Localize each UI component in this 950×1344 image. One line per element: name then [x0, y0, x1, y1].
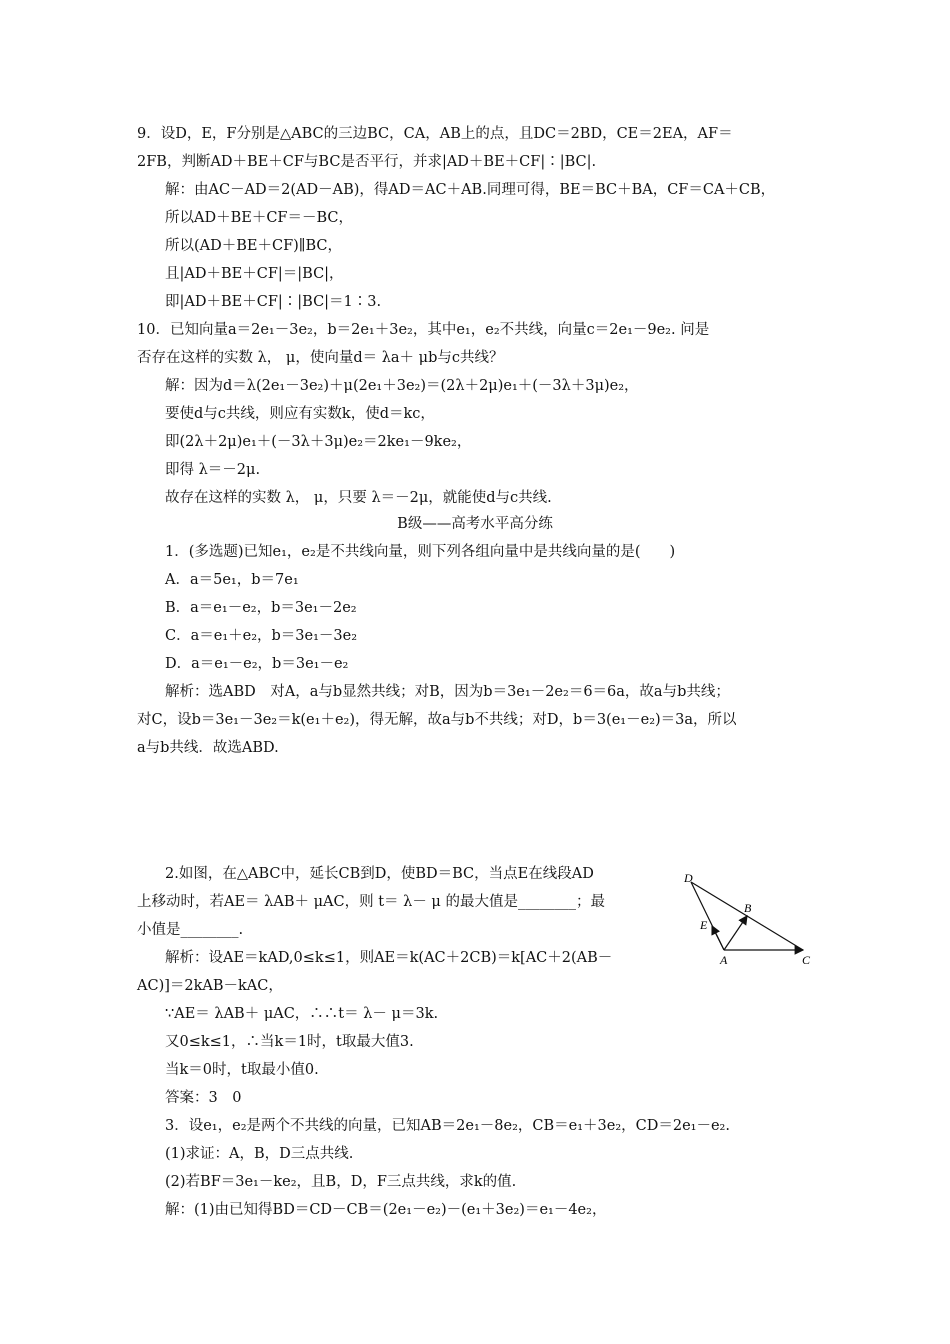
answer-b2: 答案：3 0 — [165, 1090, 242, 1106]
option-a: A．a＝5e₁，b＝7e₁ — [165, 572, 299, 588]
section-heading-b: B级——高考水平高分练 — [397, 516, 553, 532]
problem-b3-part-2: (2)若BF＝3e₁－ke₂，且B，D，F三点共线，求k的值. — [165, 1174, 517, 1190]
solution-b3-line-1: 解：(1)由已知得BD＝CD－CB＝(2e₁－e₂)－(e₁＋3e₂)＝e₁－4e₂， — [165, 1202, 607, 1218]
analysis-b1-line-3: a与b共线．故选ABD. — [137, 740, 279, 756]
vector-ae — [712, 926, 724, 950]
solution-10-line-5: 故存在这样的实数 λ， μ，只要 λ＝－2μ，就能使d与c共线. — [165, 490, 552, 506]
solution-10-line-2: 要使d与c共线，则应有实数k，使d＝kc， — [165, 406, 435, 422]
solution-9-line-3: 所以(AD＋BE＋CF)∥BC， — [165, 238, 343, 254]
analysis-b2-line-4: 又0≤k≤1，∴当k＝1时，t取最大值3. — [165, 1034, 414, 1050]
analysis-b2-line-5: 当k＝0时，t取最小值0. — [165, 1062, 319, 1078]
problem-b3-part-1: (1)求证：A，B，D三点共线. — [165, 1146, 354, 1162]
problem-9-line-2: 2FB，判断AD＋BE＋CF与BC是否平行，并求|AD＋BE＋CF|∶|BC|. — [137, 154, 597, 170]
solution-9-line-2: 所以AD＋BE＋CF＝－BC， — [165, 210, 354, 226]
problem-9-line-1: 9．设D，E，F分别是△ABC的三边BC，CA，AB上的点，且DC＝2BD，CE＝2EA，AF＝ — [137, 126, 733, 142]
solution-10-line-4: 即得 λ＝－2μ. — [165, 462, 261, 478]
analysis-b1-line-2: 对C，设b＝3e₁－3e₂＝k(e₁＋e₂)，得无解，故a与b不共线；对D，b＝3(e₁－e₂)＝3a，所以 — [137, 712, 737, 728]
solution-9-line-1: 解：由AC－AD＝2(AD－AB)，得AD＝AC＋AB.同理可得，BE＝BC＋BA，CF＝CA＋CB， — [165, 182, 776, 198]
solution-10-line-1: 解：因为d＝λ(2e₁－3e₂)＋μ(2e₁＋3e₂)＝(2λ＋2μ)e₁＋(－3λ＋3μ)e₂， — [165, 378, 639, 394]
vector-ab — [724, 916, 747, 950]
solution-9-line-5: 即|AD＋BE＋CF|∶|BC|＝1∶3. — [165, 294, 382, 310]
option-d: D．a＝e₁－e₂，b＝3e₁－e₂ — [165, 656, 349, 672]
option-c: C．a＝e₁＋e₂，b＝3e₁－3e₂ — [165, 628, 358, 644]
label-a: A — [720, 953, 728, 967]
label-d: D — [684, 871, 693, 885]
analysis-b2-line-1: 解析：设AE＝kAD,0≤k≤1，则AE＝k(AC＋2CB)＝k[AC＋2(AB－ — [165, 950, 613, 966]
label-e: E — [700, 918, 708, 932]
analysis-b2-line-3: ∵AE＝ λAB＋ μAC，∴∴t＝ λ－ μ＝3k. — [165, 1006, 439, 1022]
analysis-b2-line-2: AC)]＝2kAB－kAC， — [137, 978, 283, 994]
label-c: C — [802, 953, 811, 967]
problem-b2-line-1: 2.如图，在△ABC中，延长CB到D，使BD＝BC，当点E在线段AD — [165, 866, 594, 882]
problem-b1-stem: 1．(多选题)已知e₁，e₂是不共线向量，则下列各组向量中是共线向量的是( ) — [165, 544, 676, 560]
problem-10-line-2: 否存在这样的实数 λ， μ，使向量d＝ λa＋ μb与c共线？ — [137, 350, 504, 366]
problem-b3-stem: 3．设e₁，e₂是两个不共线的向量，已知AB＝2e₁－8e₂，CB＝e₁＋3e₂，CD＝2e₁－e₂. — [165, 1118, 730, 1134]
problem-b2-line-2: 上移动时，若AE＝ λAB＋ μAC，则 t＝ λ－ μ 的最大值是________；最 — [137, 894, 605, 910]
solution-9-line-4: 且|AD＋BE＋CF|＝|BC|， — [165, 266, 344, 282]
problem-b2-line-3: 小值是________. — [137, 922, 244, 938]
analysis-b1-line-1: 解析：选ABD 对A，a与b显然共线；对B，因为b＝3e₁－2e₂＝6＝6a，故a与b共线； — [165, 684, 730, 700]
solution-10-line-3: 即(2λ＋2μ)e₁＋(－3λ＋3μ)e₂＝2ke₁－9ke₂， — [165, 434, 472, 450]
option-b: B．a＝e₁－e₂，b＝3e₁－2e₂ — [165, 600, 357, 616]
triangle-figure — [680, 868, 820, 968]
problem-10-line-1: 10．已知向量a＝2e₁－3e₂，b＝2e₁＋3e₂，其中e₁，e₂不共线，向量c＝2e₁－9e₂. 问是 — [137, 322, 710, 338]
label-b: B — [744, 901, 752, 915]
